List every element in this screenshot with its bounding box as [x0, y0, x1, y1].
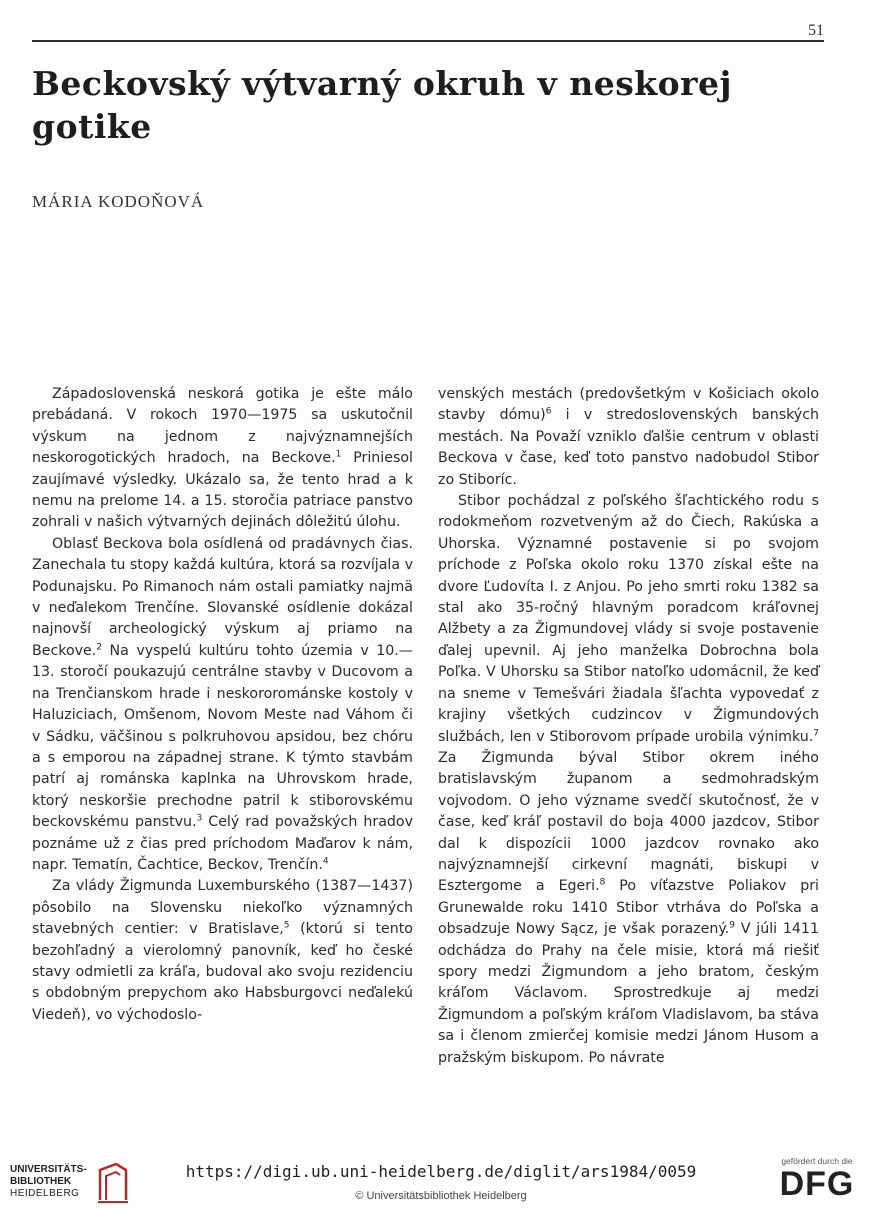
text-column-right	[438, 384, 819, 1069]
article-author: MÁRIA KODOŇOVÁ	[32, 192, 205, 211]
funded-label: gefördert durch die	[781, 1156, 853, 1166]
text-column-left	[32, 384, 413, 1026]
article-title: Beckovský výtvarný okruh v neskorej gotike	[32, 64, 732, 146]
page-number: 51	[808, 22, 824, 39]
funder-logo[interactable]	[772, 1156, 862, 1202]
paragraph: venských mestách (predovšetkým v Košiciach okolo stavby dómu)$^6$ i v stredoslovenských banských mestách. Na Považí vzniklo ďalšie centrum v oblasti Beckova v čase, keď toto panstvo nadobudol Stibor zo Stiboríc.	[438, 386, 819, 488]
footer-bar	[0, 1150, 882, 1218]
paragraph: Oblasť Beckova bola osídlená od pradávnych čias. Zanechala tu stopy každá kultúra, ktorá sa rozvíjala v Podunajsku. Po Rimanoch nám ostali pamiatky najmä v neďalekom Trenčíne. Slovanské osídlenie dokázal najnovší archeologický výskum aj priamo na Beckove.$^2$ Na vyspelú kultúru tohto územia v 10.—13. storočí poukazujú centrálne stavby v Ducovom a na Trenčianskom hrade i neskororománske kostoly v Haluziciach, Omšenom, Novom Meste nad Váhom či v Sádku, väčšinou s polkruhovou apsidou, bez chóru a s emporou na západnej strane. K týmto stavbám patrí aj románska kaplnka na Uhrovskom hrade, ktorý neskoršie prechodne patril k stiborovskému beckovskému panstvu.$^3$ Celý rad považských hradov poznáme už z čias pred príchodom Maďarov k nám, napr. Tematín, Čachtice, Beckov, Trenčín.$^4$	[32, 535, 413, 873]
header-rule	[32, 40, 824, 42]
logo-line-3: HEIDELBERG	[10, 1188, 80, 1199]
paragraph: Západoslovenská neskorá gotika je ešte málo prebádaná. V rokoch 1970—1975 sa uskutočnil výskum na jednom z najvýznamnejších neskorogotických hradoch, na Beckove.$^1$ Priniesol zaujímavé výsledky. Ukázalo sa, že tento hrad a k nemu na prelome 14. a 15. storočia patriace panstvo zohrali v našich výtvarných dejinách dôležitú úlohu.	[32, 386, 413, 531]
paragraph: Za vlády Žigmunda Luxemburského (1387—1437) pôsobilo na Slovensku niekoľko významných stavebných centier: v Bratislave,$^5$ (ktorú si tento bezohľadný a vierolomný panovník, keď ho české stavy odmietli za kráľa, budoval ako svoju rezidenciu s obdobným prepychom ako Habsburgovci neďalekú Viedeň), vo východoslo-	[32, 878, 413, 1023]
dfg-logo: DFG	[779, 1165, 855, 1203]
copyright-notice: © Universitätsbibliothek Heidelberg	[355, 1190, 527, 1202]
paragraph: Stibor pochádzal z poľského šľachtického rodu s rodokmeňom rozvetveným až do Čiech, Rakúska a Uhorska. Významné postavenie si po svojom príchode z Poľska okolo roku 1370 získal ešte na dvore Ľudovíta I. z Anjou. Po jeho smrti roku 1382 sa stal ako 35-ročný hlavným poradcom kráľovnej Alžbety a za Žigmundovej vlády si svoje postavenie ďalej upevnil. Aj jeho manželka Dobrochna bola Poľka. V Uhorsku sa Stibor natoľko udomácnil, že keď na sneme v Temešvári žiadala šľachta vypovedať z krajiny všetkých cudzincov v Žigmundových službách, len v Stiborovom prípade urobila výnimku.$^7$ Za Žigmunda býval Stibor okrem iného bratislavským županom a sedmohradským vojvodom. O jeho význame svedčí skutočnosť, že v čase, keď kráľ postavil do boja 4000 jazdcov, Stibor dal k dispozícii 1000 jazdcov rovnako ako najvýznamnejší cirkevní magnáti, biskupi v Esztergome a Egeri.$^8$ Po víťazstve Poliakov pri Grunewalde roku 1410 Stibor vtrháva do Poľska a obsadzuje Nowy Sącz, je však porazený.$^9$ V júli 1411 odchádza do Prahy na čele misie, ktorá má riešiť spory medzi Žigmundom a jeho bratom, českým kráľom Václavom. Sprostredkuje aj medzi Žigmundom a poľským kráľom Vladislavom, ba stáva sa i členom zmierčej komisie medzi Jánom Husom a pražským biskupom. Po návrate	[438, 493, 820, 1066]
logo-line-2: BIBLIOTHEK	[10, 1176, 72, 1187]
document-url-link[interactable]: https://digi.ub.uni-heidelberg.de/diglit/ars1984/0059	[185, 1162, 697, 1181]
logo-line-1: UNIVERSITÄTS-	[10, 1164, 87, 1175]
